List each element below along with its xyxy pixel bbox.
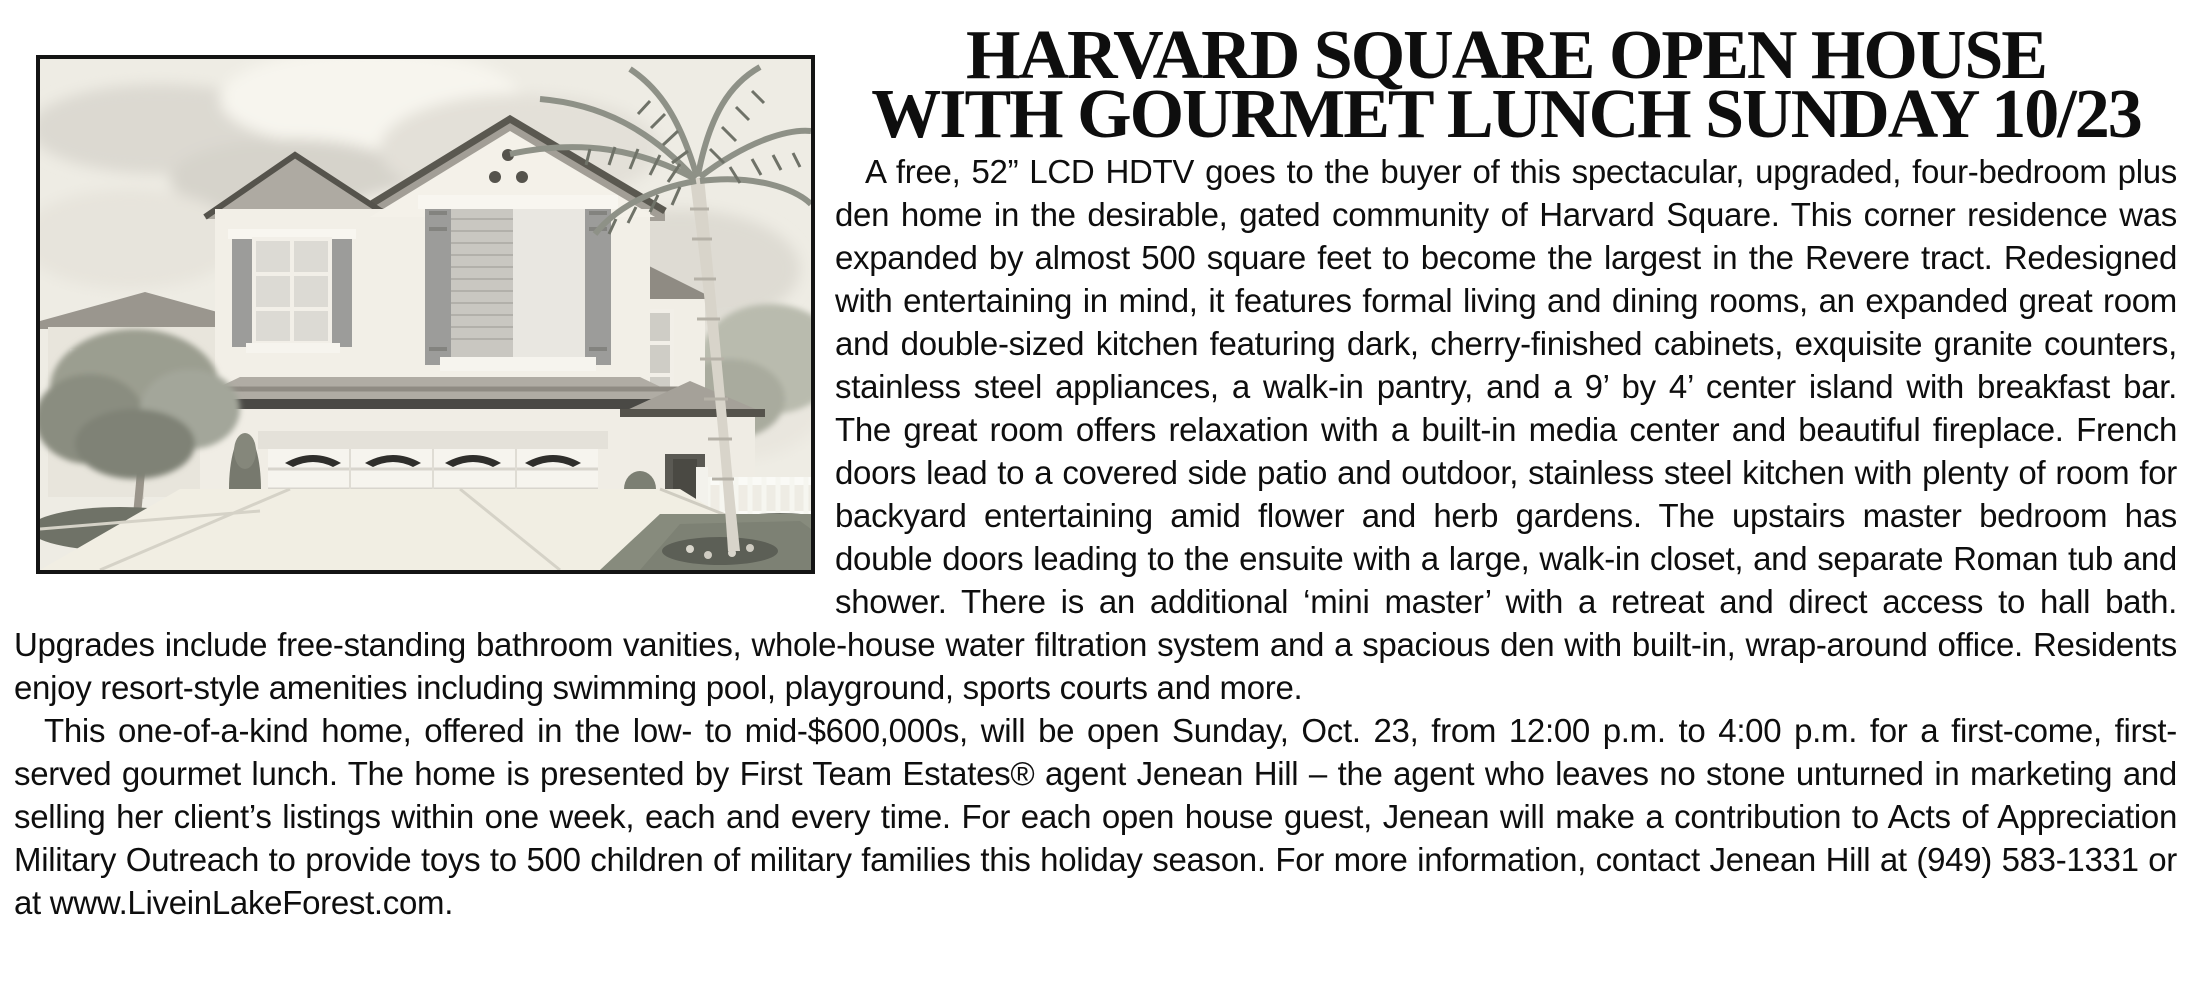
- house-photo: [36, 55, 815, 574]
- house-photo-illustration: [40, 59, 811, 570]
- newspaper-ad: [0, 17, 2191, 1001]
- headline-line-2: WITH GOURMET LUNCH SUNDAY 10/23: [871, 76, 2141, 153]
- ad-paragraph-open-house-info: This one-of-a-kind home, offered in the low- to mid-$600,000s, will be open Sunday, Oct. 23, from 12:00 p.m. to 4:00 p.m. for a first-come, first-served gourmet lunch. The home is presented by First Team Estates® agent Jenean Hill – the agent who leaves no stone unturned in marketing and selling her client’s listings within one week, each and every time. For each open house guest, Jenean will make a contribution to Acts of Appreciation Military Outreach to provide toys to 500 children of military families this holiday season. For more information, contact Jenean Hill at (949) 583-1331 or at www.LiveinLakeForest.com.: [14, 712, 2177, 921]
- headline-line-1: HARVARD SQUARE OPEN HOUSE: [965, 17, 2046, 94]
- ad-paragraph-description: A free, 52” LCD HDTV goes to the buyer of this spectacular, upgraded, four-bedroom plus den home in the desirable, gated community of Harvard Square. This corner residence was expanded by almost 500 square feet to become the largest in the Revere tract. Redesigned with entertaining in mind, it features formal living and dining rooms, an expanded great room and double-sized kitchen featuring dark, cherry-finished cabinets, exquisite granite counters, stainless steel appliances, a walk-in pantry, and a 9’ by 4’ center island with breakfast bar. The great room offers relaxation with a built-in media center and beautiful fireplace. French doors lead to a covered side patio and outdoor, stainless steel kitchen with plenty of room for backyard entertaining amid flower and herb gardens. The upstairs master bedroom has double doors leading to the ensuite with a large, walk-in closet, and separate Roman tub and shower. There is an additional ‘mini master’ with a retreat and direct access to hall bath. Upgrades include free-standing bathroom vanities, whole-house water filtration system and a spacious den with built-in, wrap-around office. Residents enjoy resort-style amenities including swimming pool, playground, sports courts and more.: [14, 153, 2177, 706]
